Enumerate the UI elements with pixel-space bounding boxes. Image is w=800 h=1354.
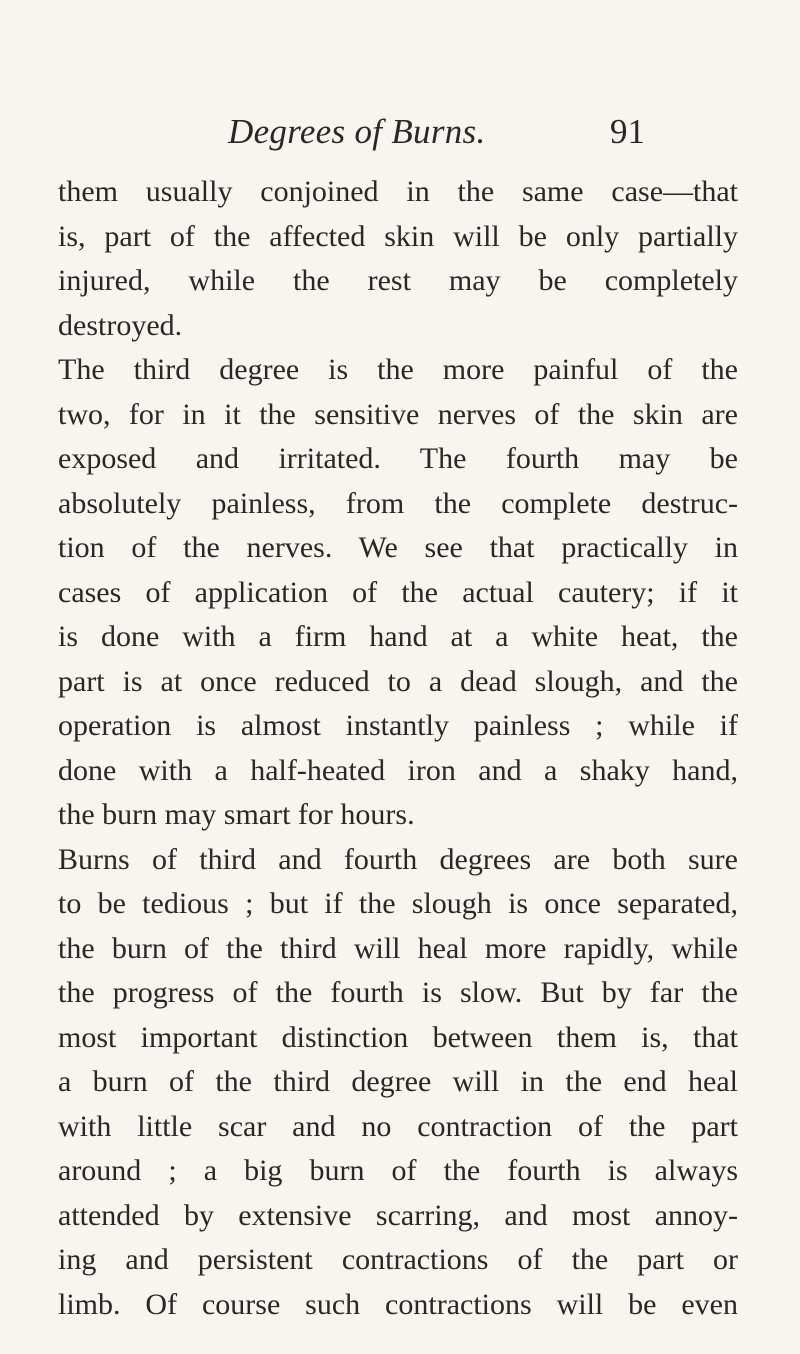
text-line: destroyed. (58, 308, 183, 342)
text-line: the burn may smart for hours. (58, 798, 415, 831)
text-line: limb. Of course such contractions will be even (58, 1287, 738, 1321)
text-line: two, for in it the sensitive nerves of the skin are (58, 397, 738, 431)
text-line: cases of application of the actual cautery; if it (58, 575, 738, 609)
text-line: is done with a firm hand at a white heat, the (58, 620, 738, 653)
running-head: Degrees of Burns. (228, 112, 486, 151)
text-line: part is at once reduced to a dead slough, and the (58, 664, 738, 698)
text-line: most important distinction between them is, that (58, 1020, 738, 1054)
text-line: operation is almost instantly painless ; while if (58, 709, 738, 742)
body-text (58, 170, 738, 1327)
text-line: done with a half-heated iron and a shaky hand, (58, 753, 738, 787)
page-number: 91 (610, 112, 645, 151)
text-line: Burns of third and fourth degrees are both sure (58, 842, 738, 876)
text-line: ing and persistent contractions of the part or (58, 1243, 738, 1276)
text-line: injured, while the rest may be completely (58, 264, 738, 297)
text-line: with little scar and no contraction of the part (58, 1109, 738, 1143)
text-line: them usually conjoined in the same case—that (58, 175, 738, 208)
text-line: tion of the nerves. We see that practically in (58, 531, 738, 564)
text-line: the burn of the third will heal more rapidly, while (58, 931, 738, 965)
text-line: around ; a big burn of the fourth is always (58, 1154, 738, 1187)
text-line: the progress of the fourth is slow. But by far the (58, 976, 738, 1009)
text-line: is, part of the affected skin will be only partially (58, 219, 738, 253)
text-line: to be tedious ; but if the slough is once separated, (58, 887, 738, 920)
text-line: attended by extensive scarring, and most annoy- (58, 1198, 738, 1232)
text-line: The third degree is the more painful of the (58, 353, 738, 386)
text-line: exposed and irritated. The fourth may be (58, 442, 738, 475)
text-line: absolutely painless, from the complete destruc- (58, 486, 738, 520)
page-header (0, 112, 800, 162)
text-line: a burn of the third degree will in the end heal (58, 1065, 738, 1098)
